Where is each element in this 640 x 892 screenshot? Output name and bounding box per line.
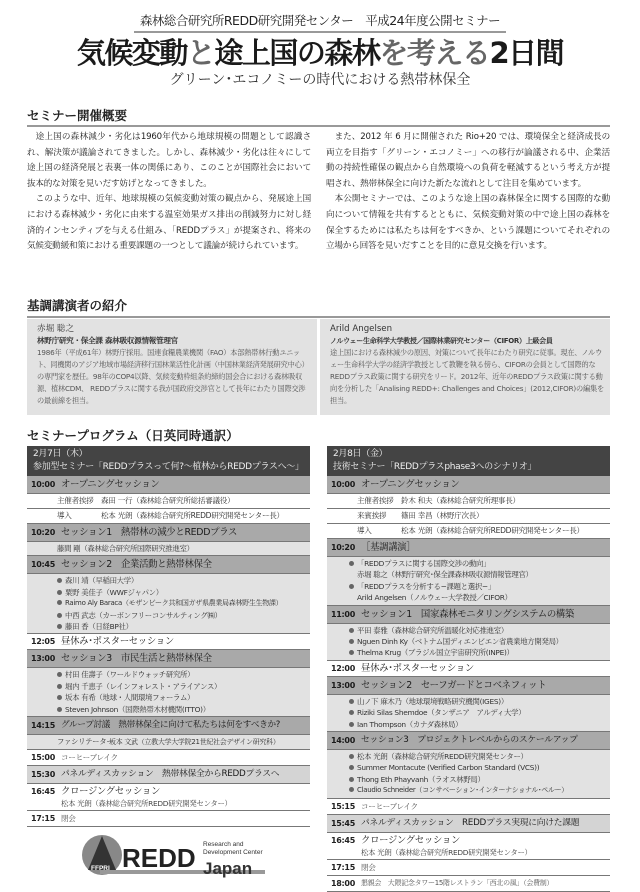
person: 鈴木 和夫（森林総合研究所理事長） [401, 496, 520, 505]
session-bar [327, 815, 610, 833]
session-time: 12:05 [31, 637, 55, 647]
speaker-text: 平田 泰雅（森林総合研究所温暖化対応推進室） [357, 625, 508, 635]
session-label: オープニングセッション [61, 479, 160, 490]
role-label: 来賓挨拶 [357, 511, 387, 520]
speaker-item: 藤間 剛（森林総合研究所国際研究推進室） [57, 544, 194, 553]
speaker-item [57, 610, 306, 621]
speaker-list [327, 624, 610, 661]
session-label: 閉会 [61, 814, 76, 824]
bullet-icon [349, 765, 354, 770]
speaker-text: Thelma Krug（ブラジル国立宇宙研究所(INPE)） [357, 648, 514, 658]
keynote-item [349, 581, 606, 604]
session-bar [27, 476, 310, 494]
speakers-heading: 基調講演者の紹介 [27, 298, 128, 313]
speaker-text: Ian Thompson（カナダ森林局） [357, 719, 463, 729]
session-time: 18:00 [331, 878, 355, 888]
bullet-icon [349, 787, 354, 792]
title-part: 2日間 [489, 36, 564, 70]
speaker-title: ノルウェー生命科学大学教授／国際林業研究センター（CIFOR）上級会員 [330, 337, 553, 345]
speaker-text: Thong Eth Phayvanh（ラオス林野局） [357, 774, 485, 784]
speaker-name: 赤堀 聡之 [37, 324, 75, 334]
speaker-item [349, 636, 606, 647]
session-label: 昼休み･ポスターセッション [361, 662, 474, 674]
speaker-text: 松本 光朗（森林総合研究所REDD研究開発センター） [357, 752, 528, 762]
speaker-text: 藤田 香（日経BP社） [65, 622, 133, 632]
session-time: 17:15 [31, 814, 55, 824]
session-time: 10:45 [31, 560, 55, 570]
bullet-icon [349, 561, 354, 566]
session-bar [27, 766, 310, 784]
session-time: 15:15 [331, 801, 355, 811]
session-time: 10:20 [331, 543, 355, 552]
session-label: セッション3 市民生活と熱帯林保全 [61, 653, 212, 665]
day-date: 2月7日（木） [33, 449, 88, 459]
title-part: 途上国の森林 [214, 36, 380, 70]
title-part: を考える [379, 36, 490, 70]
speaker-list [27, 574, 310, 634]
schedule-sub-row [27, 494, 310, 509]
schedule-row [327, 799, 610, 815]
speaker-item [349, 696, 606, 707]
speaker-bio: 途上国における森林減少の原因、対策について長年にわたり研究に従事。現在、ノルウェー生命科学大学の経済学教授として教鞭を執る傍ら、CIFORの会員として国際的なREDDプラス政策に関する研究をリード。2012年、近年のREDDプラス政策に関する動向を分析した「Analising REDD+: Challenges and Choices」(2012,CIFOR)の編集を担当。 [330, 348, 604, 405]
schedule-row [27, 784, 310, 811]
speaker-item [57, 575, 306, 586]
session-label: セッション2 企業活動と熱帯林保全 [61, 559, 212, 571]
bullet-icon [57, 624, 62, 629]
speaker-item [349, 719, 606, 730]
speaker-text: Raimo Aly Baraca（モザンビーク共和国ガザ県農業局森林野生生物課） [65, 599, 283, 608]
speaker-list [27, 542, 310, 556]
person: 篠田 幸昌（林野庁次長） [401, 511, 484, 520]
speaker-text: Steven Johnson（国際熱帯木材機関(ITTO)） [65, 704, 210, 714]
schedule-sub-row [27, 509, 310, 524]
overview-left-column [27, 130, 311, 255]
speaker-text: 山ノ下 麻木乃（地球環境戦略研究機関(IGES)） [357, 696, 508, 706]
bullet-icon [57, 707, 62, 712]
speaker-bio: 1986年（平成61年）林野庁採用。国連食糧農業機関（FAO）本部熱帯林行動ユニット、同機関のアジア地域市場経済移行国林業活性化計画（中国林業経済発展研究中心）の専門家を歴任。98年のCOP4以降、気候変動枠組条約締約国会合における森林吸収源、植林CDM、 REDDプラスに関する我が国政府交渉官として長年にわたり国際交渉の最前線を担当。 [37, 348, 309, 405]
speaker-name: Arild Angelsen [330, 324, 393, 334]
speakers-section [27, 319, 610, 415]
session-label: 懇親会 大隈記念タワー15階レストラン「西北の風」（会費制） [361, 878, 554, 887]
session-label: パネルディスカッション 熱帯林保全からREDDプラスへ [61, 769, 280, 780]
speaker-list [327, 750, 610, 799]
session-label: クロージングセッション [361, 834, 461, 846]
person: 松本 光朗（森林総合研究所REDD研究開発センター長） [101, 511, 284, 520]
speaker-text: 中西 武志（カーボンフリーコンサルティング㈱） [65, 610, 222, 620]
program-day2 [327, 446, 610, 892]
speaker-text: 坂本 有希（地球・人間環境フォーラム） [65, 693, 195, 703]
program-heading: セミナープログラム（日英同時通訳） [27, 428, 239, 443]
speaker-item [349, 762, 606, 773]
session-time: 16:45 [31, 787, 55, 797]
day-date: 2月8日（金） [333, 449, 388, 459]
session-time: 10:00 [331, 480, 355, 489]
speaker-item [57, 621, 306, 632]
role-label: 導入 [357, 526, 372, 535]
person: 森田 一行（森林総合研究所総括審議役） [101, 496, 235, 505]
keynote-speaker: Arild Angelsen（ノルウェー大学教授／CIFOR） [357, 593, 512, 603]
title-part: 気候変動 [76, 36, 187, 70]
session-time: 11:00 [331, 609, 355, 619]
bullet-icon [349, 628, 354, 633]
session-label: オープニングセッション [361, 479, 460, 490]
person: 松本 光朗（森林総合研究所REDD研究開発センター長） [401, 526, 584, 535]
schedule-row [27, 634, 310, 650]
session-note: 松本 光朗（森林総合研究所REDD研究開発センター） [61, 799, 232, 809]
overview-paragraph: 本公開セミナーでは、このような途上国の森林保全に関する国際的な動向について情報を共有するとともに、気候変動対策の中で途上国の森林を保全するためには私たちは何をすべきか、という課題についてそれぞれの立場から回答を見いだすことを目的に意見交換を行います。 [326, 194, 610, 252]
speaker-item [57, 692, 306, 703]
speaker-list [327, 557, 610, 606]
session-time: 14:00 [331, 736, 355, 746]
speaker-card [27, 319, 317, 415]
session-time: 13:00 [31, 654, 55, 664]
overview-right-column [326, 130, 610, 255]
session-bar [327, 677, 610, 695]
bullet-icon [57, 695, 62, 700]
session-time: 13:00 [331, 680, 355, 690]
session-time: 17:15 [331, 862, 355, 872]
session-time: 12:00 [331, 663, 355, 673]
session-label: コーヒーブレイク [361, 801, 418, 811]
bullet-icon [57, 600, 62, 605]
session-bar [327, 539, 610, 557]
program-day1 [27, 446, 310, 827]
speaker-item [57, 704, 306, 715]
speaker-item [57, 598, 306, 609]
schedule-row [327, 860, 610, 876]
session-label: セッション3 プロジェクトレベルからのスケールアップ [361, 735, 578, 746]
speaker-item [57, 669, 306, 680]
logo-country: Japan [203, 859, 253, 878]
schedule-row [327, 876, 610, 892]
bullet-icon [349, 639, 354, 644]
overview-paragraph: このような中、近年、地球規模の気候変動対策の観点から、発展途上国における森林減少・劣化に由来する温室効果ガス排出の削減努力に対し経済的インセンティブを与える仕組み、「REDDプラス」が提案され、将来の気候変動緩和策における重要課題の一つとして議論が続けられています。 [27, 194, 311, 252]
session-bar [27, 524, 310, 542]
session-note: 松本 光朗（森林総合研究所REDD研究開発センター） [361, 847, 532, 857]
session-time: 15:45 [331, 818, 355, 828]
bullet-icon [349, 722, 354, 727]
bullet-icon [57, 578, 62, 583]
speaker-text: Riziki Silas Shemdoe（タンザニア アルディ大学） [357, 708, 526, 718]
speaker-text: Claudio Schneider（コンサベーション･インターナショナル･ペルー） [357, 786, 569, 795]
session-label: コーヒーブレイク [61, 753, 118, 763]
session-bar [27, 717, 310, 735]
session-bar [27, 556, 310, 574]
bullet-icon [57, 613, 62, 618]
role-label: 導入 [57, 511, 72, 520]
poster-header [0, 0, 640, 100]
session-time: 14:15 [31, 721, 55, 731]
schedule-sub-row [327, 509, 610, 524]
speaker-list [327, 695, 610, 732]
bullet-icon [349, 584, 354, 589]
main-title [0, 35, 640, 71]
session-bar [327, 732, 610, 750]
session-label: グループ討議 熱帯林保全に向けて私たちは何をすべきか? [61, 720, 281, 731]
bullet-icon [349, 650, 354, 655]
title-part: と [186, 36, 215, 70]
session-bar [27, 650, 310, 668]
session-bar [327, 606, 610, 624]
organizer-line: 森林総合研究所REDD研究開発センター 平成24年度公開セミナー [134, 11, 506, 33]
session-label: セッション1 国家森林モニタリングシステムの構築 [361, 608, 575, 620]
speaker-item [57, 587, 306, 598]
speaker-item [349, 774, 606, 785]
speaker-text: Summer Montacute (Verified Carbon Standard (VCS)) [357, 763, 540, 773]
overview-section [27, 130, 610, 255]
role-label: 主催者挨拶 [57, 496, 94, 505]
schedule-sub-row [327, 524, 610, 539]
speaker-item [349, 647, 606, 658]
speaker-title: 林野庁研究・保全課 森林吸収源情報管理官 [37, 336, 178, 345]
overview-heading: セミナー開催概要 [27, 108, 128, 123]
speaker-text: Nguen Dinh Ky（ベトナム国ディエンビエン省農業地方開発局） [357, 637, 563, 647]
bullet-icon [57, 672, 62, 677]
speaker-text: 粟野 美佳子（WWFジャパン） [65, 587, 163, 597]
overview-paragraph: また、2012 年 6 月に開催された Rio+20 では、環境保全と経済成長の両立を目指す「グリーン・エコノミー」への移行が論議される中、企業活動の持続性確保の観点から自然環境への負荷を軽減するという考え方が提唱され、熱帯林保全に向けた新たな流れとして注目を集めています。 [326, 132, 610, 189]
session-bar [327, 476, 610, 494]
divider [27, 316, 610, 318]
keynote-item [349, 558, 606, 581]
bullet-icon [349, 754, 354, 759]
schedule-sub-row [327, 494, 610, 509]
role-label: 主催者挨拶 [357, 496, 394, 505]
session-label: ［基調講演］ [361, 542, 416, 553]
session-label: セッション2 セーフガードとコベネフィット [361, 679, 547, 691]
logo-main: REDD [122, 843, 196, 873]
session-label: 昼休み･ポスターセッション [61, 636, 174, 648]
schedule-row [27, 750, 310, 766]
person: 坂本 文武（立教大学大学院21世紀社会デザイン研究科） [109, 738, 280, 747]
day-theme: 技術セミナー「REDDプラスphase3へのシナリオ」 [333, 462, 537, 472]
subtitle: グリーン･エコノミーの時代における熱帯林保全 [169, 72, 471, 88]
session-label: クロージングセッション [61, 786, 161, 798]
role-label: ファシリテーター [57, 737, 114, 747]
logo-line1: Research and [203, 841, 244, 848]
keynote-title: 「REDDプラスに関する国際交渉の動向」 [357, 559, 491, 568]
speaker-text: 森川 靖（早稲田大学） [65, 576, 138, 586]
session-time: 15:30 [31, 770, 55, 780]
speaker-text: 堀内 千恵子（レインフォレスト・アライアンス） [65, 681, 222, 691]
bullet-icon [57, 684, 62, 689]
day-header [27, 446, 310, 476]
schedule-row [327, 833, 610, 860]
session-time: 16:45 [331, 835, 355, 845]
day-theme: 参加型セミナー「REDDプラスって何?〜植林からREDDプラスへ〜」 [33, 462, 304, 472]
speaker-item [349, 625, 606, 636]
speaker-item [57, 681, 306, 692]
speaker-item [349, 785, 606, 796]
speaker-card [320, 319, 610, 415]
speaker-text: 村田 佳壽子（ワールドウォッチ研究所） [65, 670, 195, 680]
schedule-row [27, 811, 310, 827]
bullet-icon [349, 710, 354, 715]
ffpri-logo-icon [80, 830, 270, 880]
keynote-title: 「REDDプラスを分析する−課題と選択−」 [357, 581, 495, 591]
bullet-icon [349, 777, 354, 782]
speaker-item [349, 707, 606, 718]
logo-line2: Development Center [203, 849, 263, 856]
facilitator-row [27, 735, 310, 750]
session-label: 閉会 [361, 862, 376, 872]
speaker-list [27, 668, 310, 717]
logo-mark: FFPRI [91, 865, 110, 872]
day-header [327, 446, 610, 476]
session-time: 15:00 [31, 753, 55, 763]
divider [27, 125, 610, 127]
session-label: パネルディスカッション REDDプラス実現に向けた課題 [361, 817, 580, 828]
session-label: セッション1 熱帯林の減少とREDDプラス [61, 527, 238, 538]
overview-paragraph: 途上国の森林減少・劣化は1960年代から地球規模の問題として認識され、解決策が議論されてきました。しかし、森林減少・劣化は往々にして途上国の経済発展と表裏一体の関係にあり、このことが国際社会において抜本的な対策を見いだす妨げとなってきました。 [27, 132, 311, 189]
redd-logo [80, 830, 270, 880]
session-time: 10:00 [31, 480, 55, 489]
schedule-row [327, 661, 610, 677]
bullet-icon [57, 590, 62, 595]
bullet-icon [349, 699, 354, 704]
session-time: 10:20 [31, 528, 55, 537]
speaker-item [349, 751, 606, 762]
keynote-speaker: 赤堀 聡之（林野庁研究･保全課森林吸収源情報管理官） [357, 570, 533, 580]
